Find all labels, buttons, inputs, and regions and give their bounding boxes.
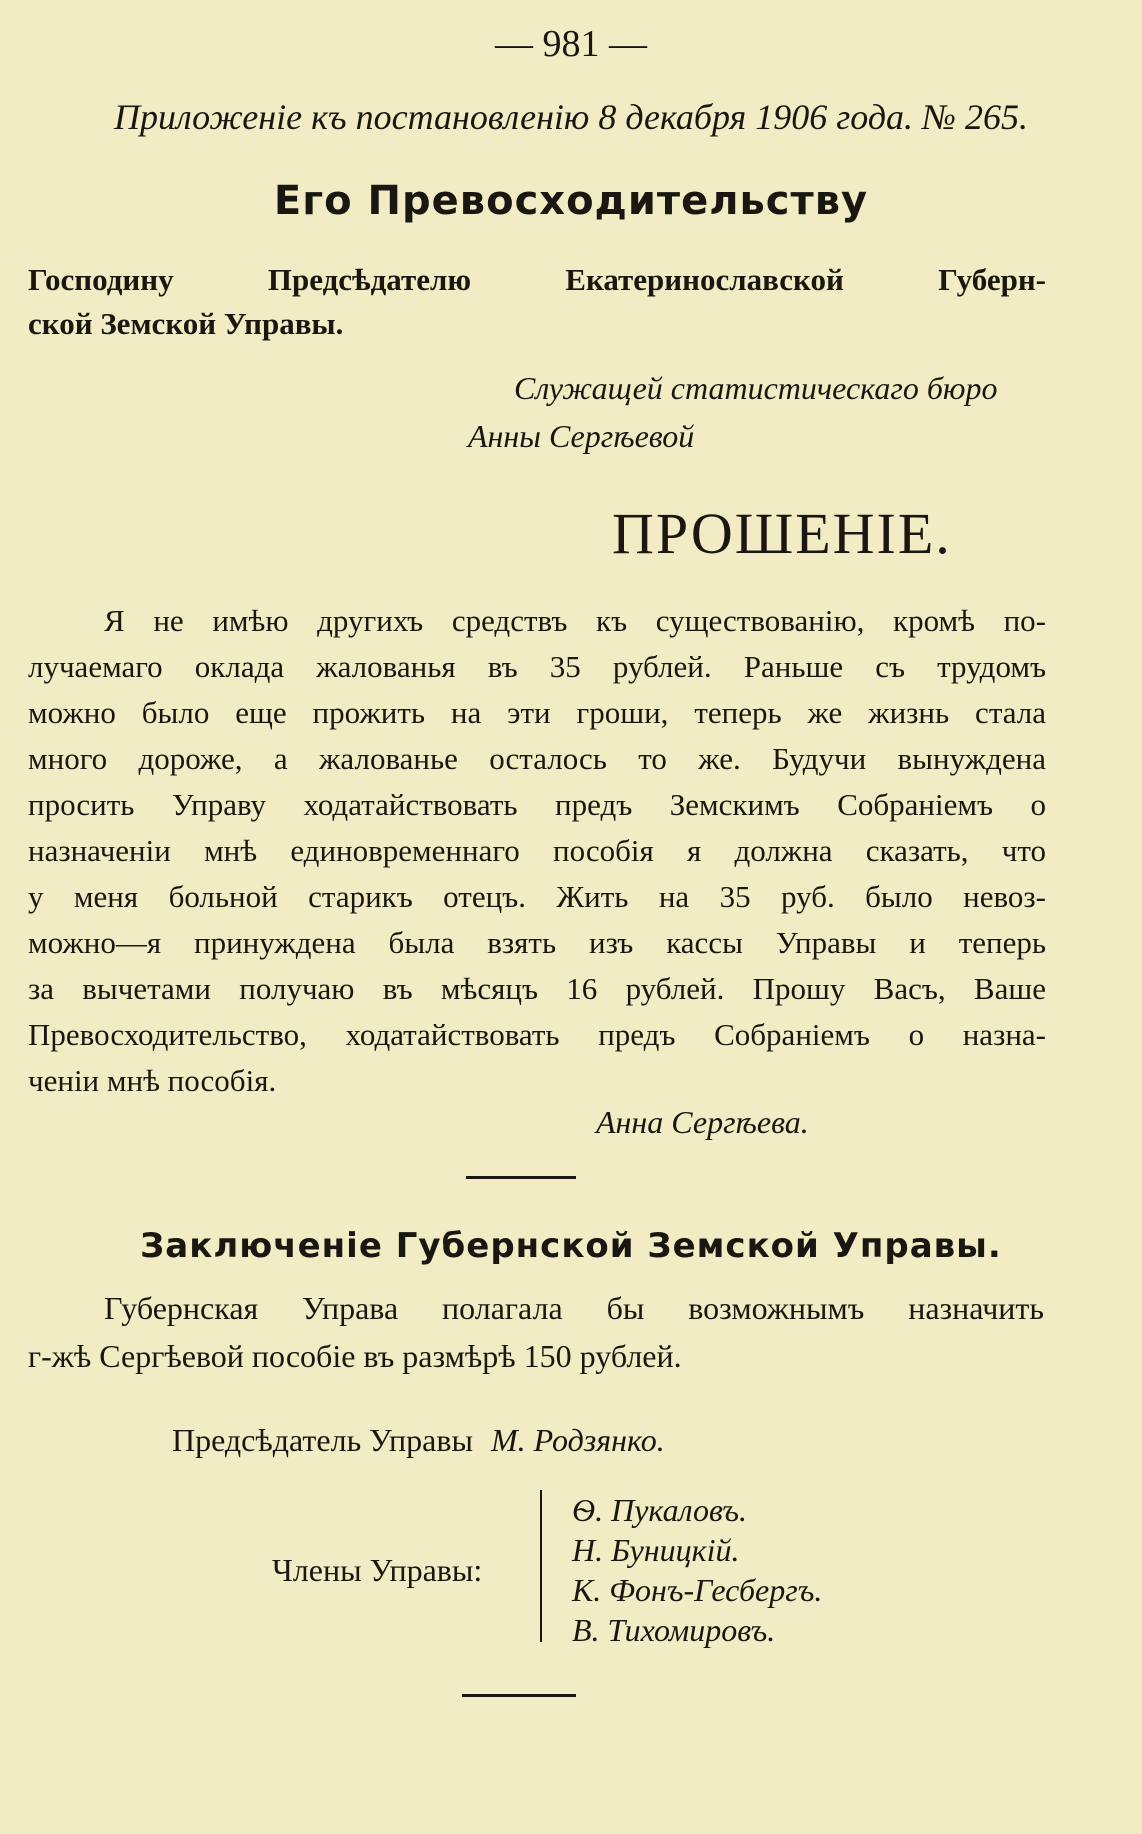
conclusion-line-1: Губернская Управа полагала бы возможнымъ назначить	[104, 1290, 1044, 1326]
chairman-name: М. Родзянко.	[490, 1422, 665, 1458]
chairman-signature	[172, 1422, 665, 1459]
member-name: Н. Буницкій.	[572, 1532, 740, 1568]
members-label: Члены Управы:	[272, 1552, 483, 1588]
petitioner-signature: Анна Сергѣева.	[596, 1104, 809, 1140]
addressee-line-2: ской Земской Управы.	[28, 306, 344, 341]
body-line: Я не имѣю другихъ средствъ къ существованію, кромѣ по-	[104, 603, 1046, 638]
page-number: — 981 —	[495, 23, 647, 65]
body-line: за вычетами получаю въ мѣсяцъ 16 рублей. Прошу Васъ, Ваше	[28, 971, 1046, 1006]
bottom-divider	[462, 1694, 576, 1697]
member-name: К. Фонъ-Гесбергъ.	[572, 1572, 823, 1608]
members-brace	[540, 1490, 542, 1642]
member-name: Ѳ. Пукаловъ.	[572, 1492, 748, 1528]
body-line: много дороже, а жалованье осталось то же. Будучи вынуждена	[28, 741, 1046, 776]
body-line: лучаемаго оклада жалованья въ 35 рублей. Раньше съ трудомъ	[28, 649, 1046, 684]
appendix-note: Приложеніе къ постановленію 8 декабря 1906 года. № 265.	[114, 97, 1028, 137]
body-line: можно—я принуждена была взять изъ кассы Управы и теперь	[28, 925, 1046, 960]
body-line: просить Управу ходатайствовать предъ Земскимъ Собраніемъ о	[28, 787, 1046, 822]
body-line: ченіи мнѣ пособія.	[28, 1063, 277, 1098]
addressee-line-1: Господину Предсѣдателю Екатеринославской Губерн-	[28, 262, 1046, 297]
conclusion-line-2: г-жѣ Сергѣевой пособіе въ размѣрѣ 150 рублей.	[28, 1338, 682, 1374]
sender-line-2: Анны Сергѣевой	[468, 418, 695, 454]
member-name: В. Тихомировъ.	[572, 1612, 776, 1648]
conclusion-heading: Заключеніе Губернской Земской Управы.	[140, 1226, 1002, 1266]
petition-heading: ПРОШЕНІЕ.	[612, 501, 952, 566]
section-divider	[466, 1176, 576, 1179]
addressee-title: Его Превосходительству	[273, 178, 869, 224]
body-line: назначеніи мнѣ единовременнаго пособія я должна сказать, что	[28, 833, 1046, 868]
body-line: Превосходительство, ходатайствовать предъ Собраніемъ о назна-	[28, 1017, 1046, 1052]
body-line: у меня больной старикъ отецъ. Жить на 35 руб. было невоз-	[28, 879, 1046, 914]
chairman-label: Предсѣдатель Управы	[172, 1422, 473, 1458]
body-line: можно было еще прожить на эти гроши, теперь же жизнь стала	[28, 695, 1046, 730]
sender-line-1: Служащей статистическаго бюро	[514, 370, 998, 406]
